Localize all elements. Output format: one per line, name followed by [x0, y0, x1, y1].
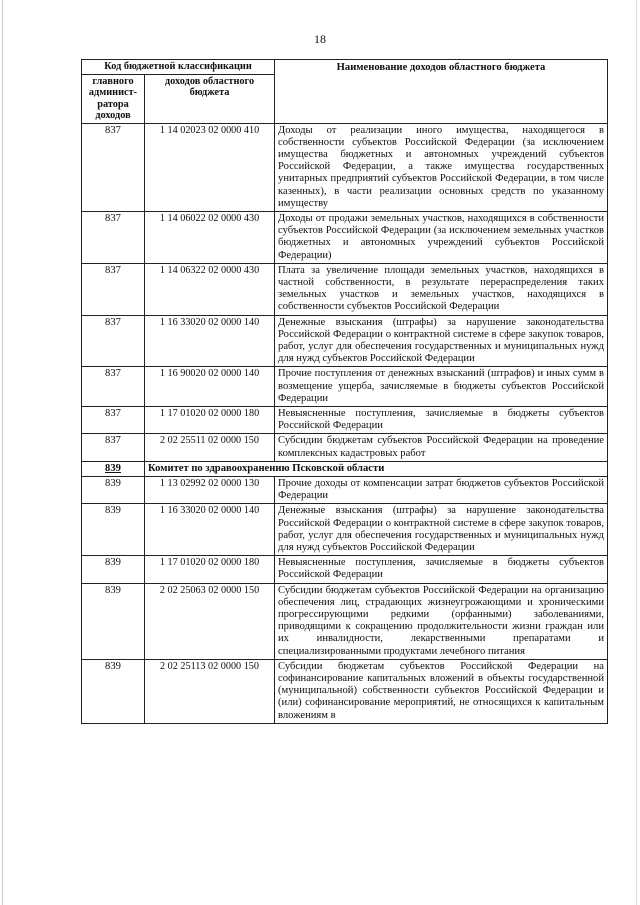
admin-code-cell: 837	[82, 406, 145, 433]
income-name-cell: Прочие доходы от компенсации затрат бюджетов субъектов Российской Федерации	[275, 476, 608, 503]
income-code-cell: 2 02 25063 02 0000 150	[145, 583, 275, 659]
income-name-cell: Невыясненные поступления, зачисляемые в бюджеты субъектов Российской Федерации	[275, 556, 608, 583]
scan-edge-left	[2, 0, 3, 905]
income-code-cell: 1 14 06322 02 0000 430	[145, 263, 275, 315]
section-title-cell: Комитет по здравоохранению Псковской области	[145, 461, 608, 476]
header-admin-column: главного админист-ратора доходов	[82, 74, 145, 123]
admin-code-cell: 837	[82, 434, 145, 461]
income-name-cell: Доходы от реализации иного имущества, находящегося в собственности субъектов Российской Федерации (за исключением имущества бюджетных и автономных учреждений субъектов Российской Федерации, а также имущества государственных унитарных предприятий субъектов Российской Федерации, в том числе казенных), в части реализации основных средств по указанному имуществу	[275, 123, 608, 211]
admin-code-cell: 839	[82, 583, 145, 659]
table-row	[82, 659, 608, 723]
table-row	[82, 556, 608, 583]
income-code-cell: 1 13 02992 02 0000 130	[145, 476, 275, 503]
table-row	[82, 315, 608, 367]
section-header-row	[82, 461, 608, 476]
income-name-cell: Субсидии бюджетам субъектов Российской Федерации на организацию обеспечения лиц, страдающих жизнеугрожающими и хроническими прогрессирующими редкими (орфанными) заболеваниями, приводящими к сокращению продолжительности жизни граждан или их инвалидности, лекарственными препаратами и специализированными продуктами лечебного питания	[275, 583, 608, 659]
income-code-cell: 1 14 06022 02 0000 430	[145, 211, 275, 263]
budget-classification-table	[81, 59, 608, 724]
header-name-column: Наименование доходов областного бюджета	[275, 60, 608, 124]
income-code-cell: 1 14 02023 02 0000 410	[145, 123, 275, 211]
page-number: 18	[314, 32, 326, 46]
income-name-cell: Денежные взыскания (штрафы) за нарушение законодательства Российской Федерации о контрактной системе в сфере закупок товаров, работ, услуг для обеспечения государственных и муниципальных нужд для нужд субъектов Российской Федерации	[275, 315, 608, 367]
table-row	[82, 406, 608, 433]
admin-code-cell: 837	[82, 123, 145, 211]
income-code-cell: 2 02 25511 02 0000 150	[145, 434, 275, 461]
table-row	[82, 504, 608, 556]
admin-code-cell: 839	[82, 556, 145, 583]
income-code-cell: 1 17 01020 02 0000 180	[145, 556, 275, 583]
income-code-cell: 1 16 33020 02 0000 140	[145, 504, 275, 556]
header-income-column: доходов областного бюджета	[145, 74, 275, 123]
income-code-cell: 2 02 25113 02 0000 150	[145, 659, 275, 723]
income-code-cell: 1 16 33020 02 0000 140	[145, 315, 275, 367]
admin-code-cell: 839	[82, 659, 145, 723]
income-name-cell: Плата за увеличение площади земельных участков, находящихся в частной собственности, в результате перераспределения таких земельных участков и земельных участков, находящихся в собственности субъектов Российской Федерации	[275, 263, 608, 315]
table-row	[82, 476, 608, 503]
table-row	[82, 123, 608, 211]
admin-code-cell: 837	[82, 367, 145, 407]
admin-code-cell: 837	[82, 211, 145, 263]
table-row	[82, 434, 608, 461]
table-row	[82, 367, 608, 407]
table-row	[82, 583, 608, 659]
income-name-cell: Субсидии бюджетам субъектов Российской Федерации на проведение комплексных кадастровых работ	[275, 434, 608, 461]
income-name-cell: Прочие поступления от денежных взысканий (штрафов) и иных сумм в возмещение ущерба, зачисляемые в бюджеты субъектов Российской Федерации	[275, 367, 608, 407]
admin-code-cell: 839	[82, 461, 145, 476]
admin-code-cell: 839	[82, 476, 145, 503]
admin-code-cell: 839	[82, 504, 145, 556]
scan-edge-right	[636, 0, 637, 905]
table-row	[82, 263, 608, 315]
table-row	[82, 211, 608, 263]
admin-code-cell: 837	[82, 315, 145, 367]
income-code-cell: 1 16 90020 02 0000 140	[145, 367, 275, 407]
table-body	[82, 123, 608, 723]
income-name-cell: Невыясненные поступления, зачисляемые в бюджеты субъектов Российской Федерации	[275, 406, 608, 433]
income-name-cell: Субсидии бюджетам субъектов Российской Федерации на софинансирование капитальных вложений в объекты государственной (муниципальной) собственности субъектов Российской Федерации и (или) софинансирование мероприятий, не относящихся к капитальным вложениям в	[275, 659, 608, 723]
income-name-cell: Денежные взыскания (штрафы) за нарушение законодательства Российской Федерации о контрактной системе в сфере закупок товаров, работ, услуг для обеспечения государственных и муниципальных нужд для нужд субъектов Российской Федерации	[275, 504, 608, 556]
header-code-group: Код бюджетной классификации	[82, 60, 275, 75]
income-name-cell: Доходы от продажи земельных участков, находящихся в собственности субъектов Российской Федерации (за исключением земельных участков бюджетных и автономных учреждений субъектов Российской Федерации)	[275, 211, 608, 263]
income-code-cell: 1 17 01020 02 0000 180	[145, 406, 275, 433]
admin-code-cell: 837	[82, 263, 145, 315]
